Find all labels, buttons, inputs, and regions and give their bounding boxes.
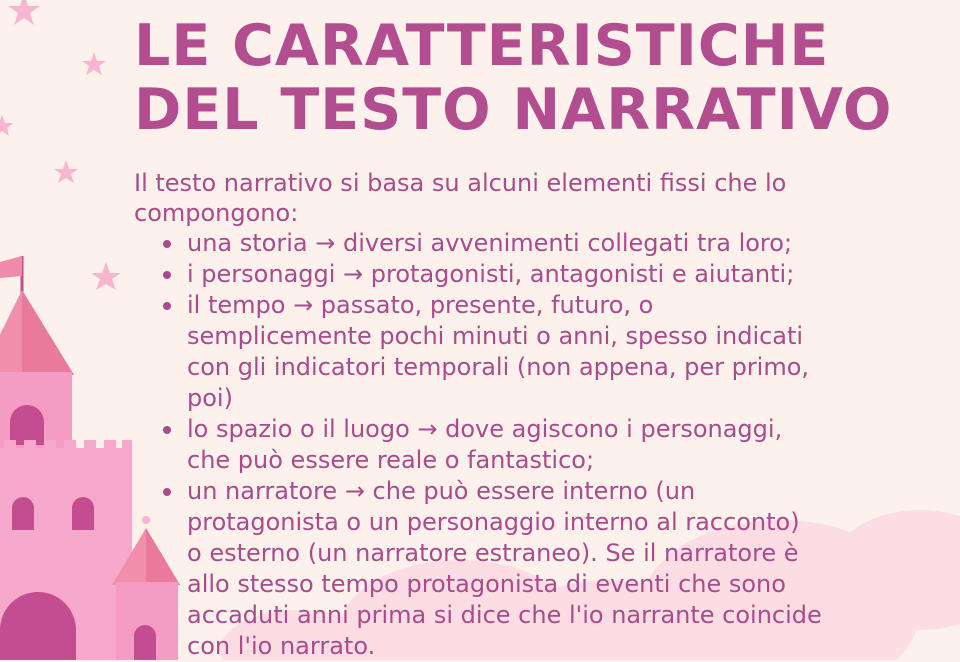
star-icon xyxy=(0,115,13,136)
list-item-line: semplicemente pochi minuti o anni, spesso indicati xyxy=(187,322,804,350)
list-item-line: accaduti anni prima si dice che l'io narrante coincide xyxy=(187,601,822,629)
list-item xyxy=(187,228,960,259)
star-icon xyxy=(8,0,40,25)
list-item-line: protagonista o un personaggio interno al racconto) xyxy=(187,508,800,536)
star-icon xyxy=(91,262,121,290)
title-line: DEL TESTO NARRATIVO xyxy=(134,77,893,143)
list-item-line: o esterno (un narratore estraneo). Se il narratore è xyxy=(187,539,799,567)
bullet-list xyxy=(187,228,960,662)
page-title xyxy=(134,14,960,142)
list-item-line: con l'io narrato. xyxy=(187,632,376,660)
flag-icon xyxy=(0,256,22,278)
list-item xyxy=(187,476,960,662)
list-item xyxy=(187,290,960,414)
intro-line: compongono: xyxy=(134,199,299,227)
list-item-line: il tempo → passato, presente, futuro, o xyxy=(187,291,654,319)
list-item-line: una storia → diversi avvenimenti collegati tra loro; xyxy=(187,229,793,257)
list-item-line: che può essere reale o fantastico; xyxy=(187,446,595,474)
list-item-line: allo stesso tempo protagonista di eventi che sono xyxy=(187,570,786,598)
list-item-line: poi) xyxy=(187,384,233,412)
title-line: LE CARATTERISTICHE xyxy=(134,13,830,79)
list-item xyxy=(187,259,960,290)
intro-paragraph xyxy=(134,168,954,228)
star-icon xyxy=(54,160,78,183)
list-item-line: un narratore → che può essere interno (un xyxy=(187,477,696,505)
list-item-line: lo spazio o il luogo → dove agiscono i personaggi, xyxy=(187,415,783,443)
list-item xyxy=(187,414,960,476)
castle-illustration xyxy=(0,256,180,660)
list-item-line: i personaggi → protagonisti, antagonisti e aiutanti; xyxy=(187,260,795,288)
intro-line: Il testo narrativo si basa su alcuni elementi fissi che lo xyxy=(134,169,787,197)
star-icon xyxy=(82,52,106,75)
list-item-line: con gli indicatori temporali (non appena, per primo, xyxy=(187,353,810,381)
